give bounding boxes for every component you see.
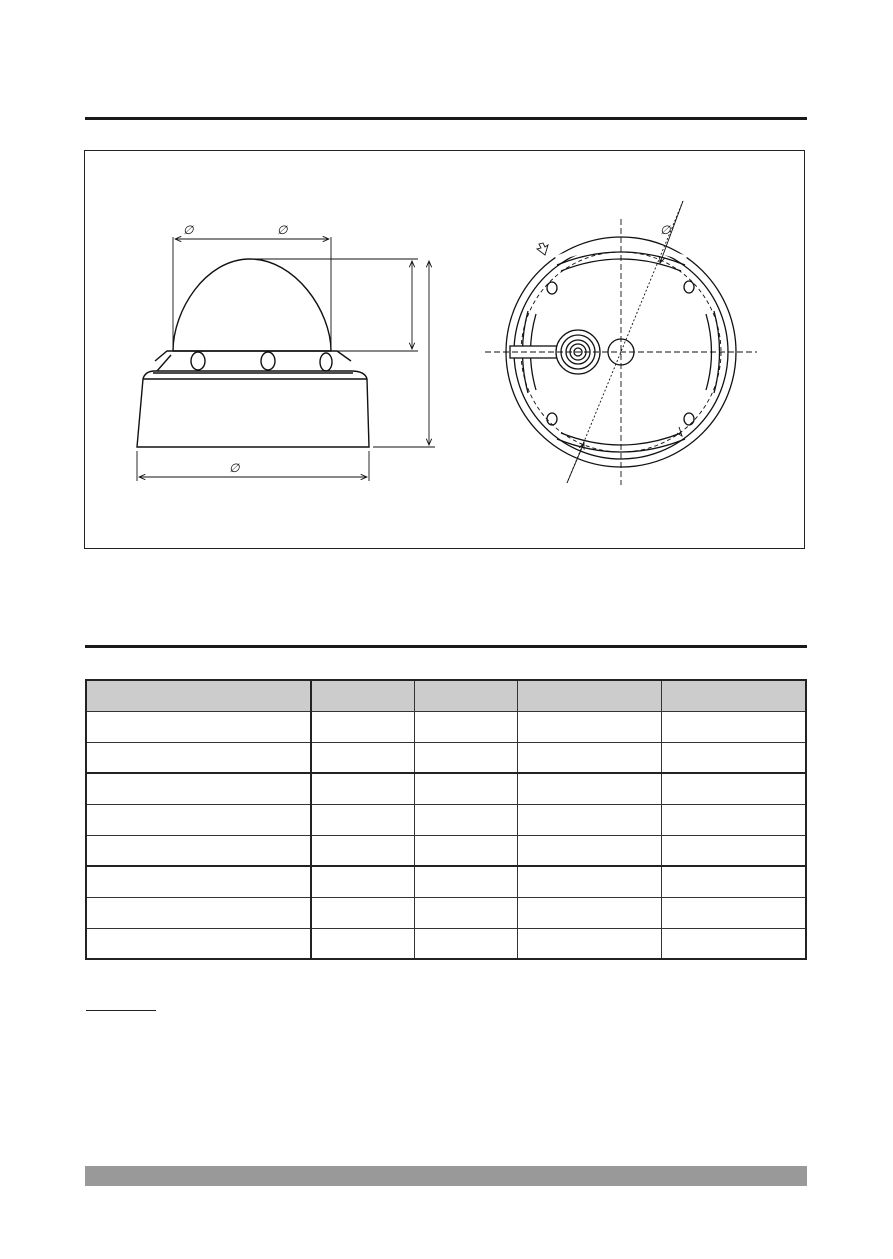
table-cell xyxy=(517,835,661,866)
table-cell xyxy=(414,866,517,897)
table-cell xyxy=(517,711,661,742)
open-arrow-icon xyxy=(537,243,548,255)
table-cell xyxy=(86,773,311,804)
side-dimensions xyxy=(137,237,435,481)
table-cell xyxy=(661,742,806,773)
table-row xyxy=(86,742,806,773)
table-cell xyxy=(661,711,806,742)
dimension-drawing xyxy=(84,150,805,549)
screw-hole xyxy=(684,281,694,293)
table-cell xyxy=(661,773,806,804)
table-row xyxy=(86,773,806,804)
table-cell xyxy=(661,866,806,897)
table-cell xyxy=(414,804,517,835)
table-cell xyxy=(517,773,661,804)
dome-outline xyxy=(173,259,331,351)
table-cell xyxy=(414,773,517,804)
table-row xyxy=(86,835,806,866)
table-header-cell xyxy=(86,680,311,711)
table-cell xyxy=(86,928,311,959)
table-header-row xyxy=(86,680,806,711)
spec-table xyxy=(85,679,807,960)
table-row xyxy=(86,804,806,835)
table-cell xyxy=(661,928,806,959)
table-cell xyxy=(86,835,311,866)
diameter-symbol: ∅ xyxy=(660,223,671,237)
table-cell xyxy=(517,742,661,773)
table-header-cell xyxy=(414,680,517,711)
table-cell xyxy=(311,711,414,742)
note-heading-underline xyxy=(86,1010,156,1011)
table-cell xyxy=(414,711,517,742)
table-row xyxy=(86,897,806,928)
table-row xyxy=(86,866,806,897)
table-cell xyxy=(517,897,661,928)
vent-hole xyxy=(191,352,205,370)
section-rule-bottom xyxy=(85,645,807,648)
table-cell xyxy=(311,804,414,835)
table-cell xyxy=(414,928,517,959)
table-row xyxy=(86,711,806,742)
table-header-cell xyxy=(517,680,661,711)
table-cell xyxy=(311,897,414,928)
table-cell xyxy=(517,804,661,835)
footer-bar xyxy=(85,1166,807,1186)
table-cell xyxy=(311,773,414,804)
table-cell xyxy=(311,866,414,897)
table-cell xyxy=(661,804,806,835)
table-row xyxy=(86,928,806,959)
table-cell xyxy=(86,897,311,928)
side-view xyxy=(137,259,369,447)
table-header-cell xyxy=(311,680,414,711)
table-cell xyxy=(517,928,661,959)
table-cell xyxy=(311,742,414,773)
table-cell xyxy=(661,835,806,866)
diameter-symbol: ∅ xyxy=(277,223,288,237)
dimension-drawing-svg xyxy=(85,151,806,550)
vent-hole xyxy=(261,352,275,370)
diameter-symbol: ∅ xyxy=(183,223,194,237)
table-cell xyxy=(86,866,311,897)
table-cell xyxy=(517,866,661,897)
base-body xyxy=(137,371,369,447)
screw-hole xyxy=(684,413,694,425)
table-cell xyxy=(311,835,414,866)
table-cell xyxy=(86,711,311,742)
screw-hole xyxy=(547,413,557,425)
table-cell xyxy=(86,742,311,773)
table-cell xyxy=(311,928,414,959)
diameter-symbol: ∅ xyxy=(229,461,240,475)
table-cell xyxy=(414,742,517,773)
screw-hole xyxy=(547,282,557,294)
table-cell xyxy=(661,897,806,928)
table-header-cell xyxy=(661,680,806,711)
vent-hole xyxy=(320,353,332,371)
table-cell xyxy=(414,835,517,866)
table-cell xyxy=(414,897,517,928)
section-rule-top xyxy=(85,117,807,120)
table-cell xyxy=(86,804,311,835)
